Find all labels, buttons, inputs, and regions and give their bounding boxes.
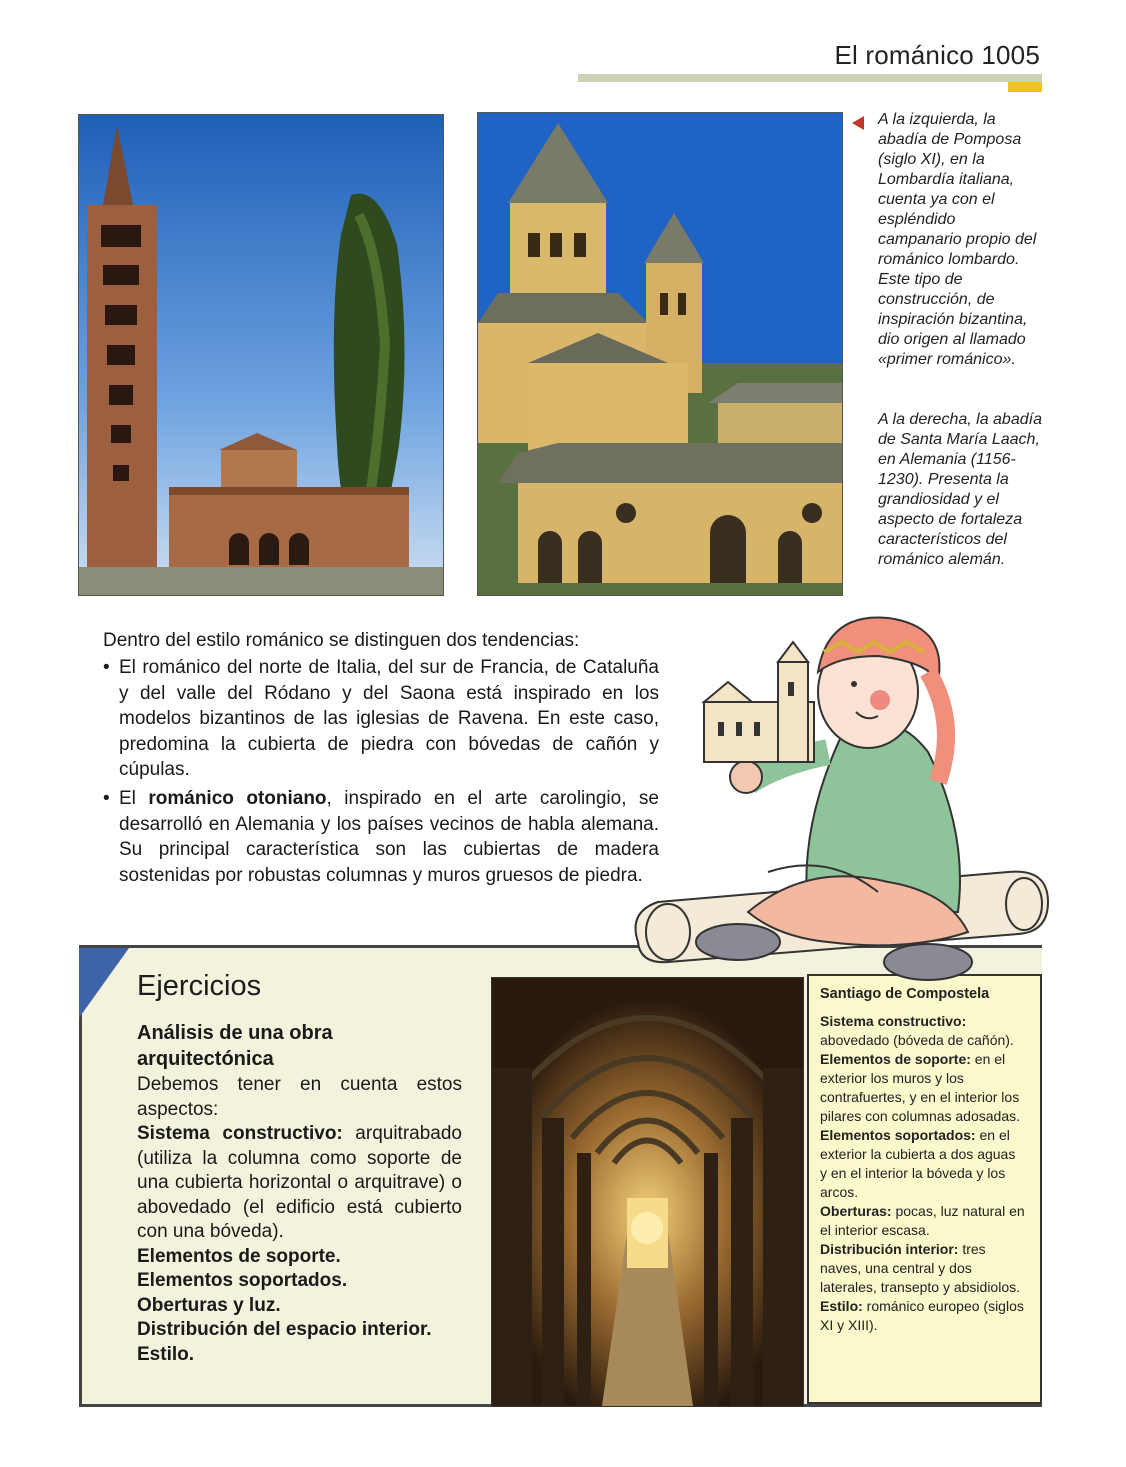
mascot-illustration: [628, 612, 1054, 984]
exercises-title: Ejercicios: [137, 970, 262, 1002]
exercises-item: Elementos de soporte.: [137, 1245, 341, 1267]
header-rule: [578, 74, 1042, 82]
sidebar-entry: Distribución interior: tres naves, una central y dos laterales, transepto y absidiolos.: [820, 1241, 1020, 1295]
exercises-item: Elementos soportados.: [137, 1270, 348, 1291]
sidebar-content: [820, 985, 1026, 1335]
sidebar-entry: Elementos de soporte: en el exterior los muros y los contrafuertes, y en el interior los pilares con columnas adosadas.: [820, 1051, 1021, 1124]
sidebar-title: Santiago de Compostela: [820, 986, 990, 1002]
header-accent-bar: [1008, 82, 1042, 92]
page-header-title: El románico 1005: [834, 40, 1040, 70]
corner-decoration: [79, 948, 129, 1018]
bullet-text: El románico del norte de Italia, del sur de Francia, de Cataluña y del valle del Ródano y del Saona está inspirado en los modelos bizantinos de las iglesias de Ravena. En este caso, predomina la cubierta de piedra con bóvedas de cañón y cúpulas.: [119, 657, 659, 780]
exercises-body: [137, 1073, 462, 1367]
exercises-subtitle: Análisis de una obra arquitectónica: [137, 1022, 333, 1070]
intro-paragraph: Dentro del estilo románico se distinguen dos tendencias:: [103, 630, 580, 651]
sidebar-entry: Oberturas: pocas, luz natural en el interior escasa.: [820, 1203, 1025, 1238]
bullet-icon: •: [103, 788, 110, 809]
sidebar-entry: Estilo: románico europeo (siglos XI y XIII).: [820, 1298, 1024, 1333]
exercises-item: Oberturas y luz.: [137, 1294, 281, 1316]
bullet-icon: •: [103, 657, 110, 678]
photo-maria-laach-abbey: [477, 112, 843, 596]
caption-maria-laach: A la derecha, la abadía de Santa María Laach, en Alemania (1156-1230). Presenta la grandiosidad y el aspecto de fortaleza característicos del románico alemán.: [878, 411, 1042, 568]
exercises-item: Estilo.: [137, 1343, 195, 1365]
sidebar-entry: Elementos soportados: en el exterior la cubierta a dos aguas y en el interior la bóveda y los arcos.: [820, 1127, 1016, 1200]
sidebar-entry: Sistema constructivo: abovedado (bóveda de cañón).: [820, 1013, 1014, 1048]
exercises-lead: Debemos tener en cuenta estos aspectos:: [137, 1074, 462, 1120]
caption-pointer-icon: [852, 116, 864, 130]
bullet-text: El románico otoniano, inspirado en el arte carolingio, se desarrolló en Alemania y los países vecinos de habla alemana. Su principal característica son las cubiertas de madera sostenidas por robustas columnas y muros gruesos de piedra.: [119, 788, 660, 886]
photo-pomposa-abbey: [78, 114, 444, 596]
exercises-item: Distribución del espacio interior.: [137, 1319, 432, 1340]
exercises-sistema: Sistema constructivo: arquitrabado (utiliza la columna como soporte de una cubierta horizontal o arquitrave) o abovedado (el edificio está cubierto con una bóveda).: [137, 1123, 462, 1242]
caption-pomposa: A la izquierda, la abadía de Pomposa (siglo XI), en la Lombardía italiana, cuenta ya con el espléndido campanario propio del románico lombardo. Este tipo de construcción, de inspiración bizantina, dio origen al llamado «primer románico».: [878, 111, 1037, 368]
list-item: [103, 655, 659, 783]
photo-santiago-interior: [491, 977, 804, 1407]
list-item: [103, 786, 659, 888]
term-romanico-otoniano: románico otoniano: [148, 788, 327, 809]
